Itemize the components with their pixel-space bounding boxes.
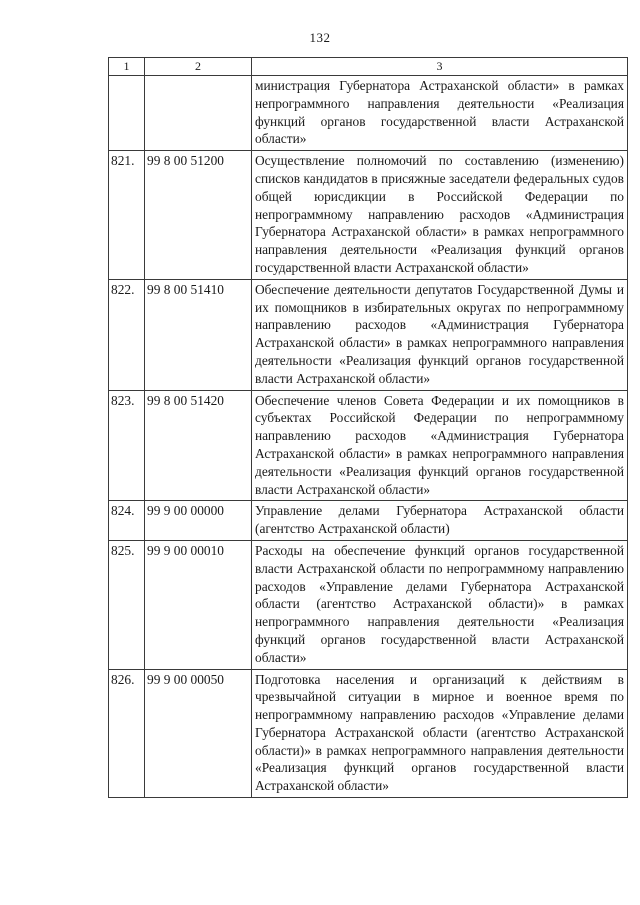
row-description: Осуществление полномочий по составлению (изменению) списков кандидатов в присяжные заседатели федеральных судов общей юрисдикции в Российской Федерации по непрограммному направлению расходов «Администрация Губернатора Астраханской области» в рамках непрограммного направления деятельности «Реализация функций органов государственной власти Астраханской области»: [252, 151, 628, 280]
table-row: [109, 279, 628, 390]
row-description: Расходы на обеспечение функций органов государственной власти Астраханской области по непрограммному направлению расходов «Управление делами Губернатора Астраханской области (агентство Астраханской области)» в рамках непрограммного направления деятельности «Реализация функций органов государственной власти Астраханской области»: [252, 540, 628, 669]
row-code: 99 8 00 51420: [145, 390, 252, 501]
row-number: 826.: [109, 669, 145, 798]
row-description: Обеспечение деятельности депутатов Государственной Думы и их помощников в избирательных округах по непрограммному направлению расходов «Администрация Губернатора Астраханской области» в рамках непрограммного направления деятельности «Реализация функций органов государственной власти Астраханской области»: [252, 279, 628, 390]
row-code: 99 8 00 51410: [145, 279, 252, 390]
row-number: 825.: [109, 540, 145, 669]
row-description: Управление делами Губернатора Астраханской области (агентство Астраханской области): [252, 501, 628, 541]
column-header-3: 3: [252, 58, 628, 76]
row-number: 824.: [109, 501, 145, 541]
row-number: 822.: [109, 279, 145, 390]
table-row: [109, 501, 628, 541]
table-row: [109, 540, 628, 669]
table-row: [109, 669, 628, 798]
row-description: Подготовка населения и организаций к действиям в чрезвычайной ситуации в мирное и военное время по непрограммному направлению расходов «Управление делами Губернатора Астраханской области (агентство Астраханской области)» в рамках непрограммного направления деятельности «Реализация функций органов государственной власти Астраханской области»: [252, 669, 628, 798]
table-row: [109, 76, 628, 151]
row-description: Обеспечение членов Совета Федерации и их помощников в субъектах Российской Федерации по непрограммному направлению расходов «Администрация Губернатора Астраханской области» в рамках непрограммного направления деятельности «Реализация функций органов государственной власти Астраханской области»: [252, 390, 628, 501]
row-number: [109, 76, 145, 151]
page-number: 132: [309, 30, 331, 45]
column-header-2: 2: [145, 58, 252, 76]
table-header-row: [109, 58, 628, 76]
row-description: министрация Губернатора Астраханской области» в рамках непрограммного направления деятельности «Реализация функций органов государственной власти Астраханской области»: [252, 76, 628, 151]
row-code: [145, 76, 252, 151]
row-number: 823.: [109, 390, 145, 501]
row-code: 99 8 00 51200: [145, 151, 252, 280]
row-code: 99 9 00 00000: [145, 501, 252, 541]
budget-table: [108, 57, 628, 798]
column-header-1: 1: [109, 58, 145, 76]
row-number: 821.: [109, 151, 145, 280]
row-code: 99 9 00 00050: [145, 669, 252, 798]
table-row: [109, 390, 628, 501]
table-row: [109, 151, 628, 280]
row-code: 99 9 00 00010: [145, 540, 252, 669]
